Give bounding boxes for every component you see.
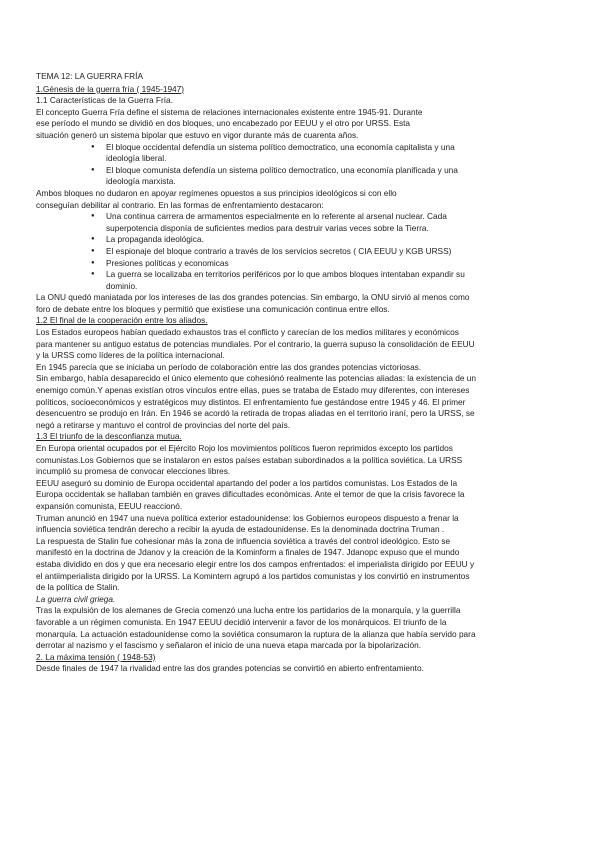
text-line: derrotar al nazismo y el fascismo y señalaron el inicio de una nueva etapa marcada por la bipolarización.: [36, 640, 422, 651]
list-item: [36, 142, 572, 165]
list-item-text: dominio.: [106, 280, 138, 291]
text-line: Los Estados europeos habían quedado exhaustos tras el conflicto y carecían de los medios militares y económicos: [36, 327, 459, 338]
list-item-text: ● Una continua carrera de armamentos especialmente en lo referente al arsenal nuclear. Cada: [106, 211, 447, 222]
text-line: conseguían debilitar al contrario. En las formas de enfrentamiento destacaron:: [36, 199, 324, 210]
text-line: foro de debate entre los bloques y permitió que existiese una comunicación continua entre ellos.: [36, 303, 390, 314]
text-line: incumplió su promesa de convocar elecciones libres.: [36, 466, 231, 477]
text-line: favorable a un régimen comunista. En 1947 EEUU decidió intervenir a favor de los monárquicos. El triunfo de la: [36, 616, 447, 627]
paragraph-1: [36, 107, 572, 142]
text-line: enemigo común.Y apenas existían otros vínculos entre ellas, pues se trataba de Estado muy diferentes, con intereses: [36, 385, 470, 396]
text-line: Tras la expulsión de los alemanes de Grecia comenzó una lucha entre los partidarios de la monarquía, y la guerrilla: [36, 605, 461, 616]
heading-1: 1.Génesis de la guerra fría ( 1945-1947): [36, 83, 185, 94]
text-line: para mantener su antiguo estatus de potencias mundiales. Por el contrario, la guerra supuso la consolidación de EEUU: [36, 338, 475, 349]
text-line: En 1945 parecía que se iniciaba un período de colaboración entre las dos grandes potencias victoriosas.: [36, 361, 422, 372]
list-item-text: ideología liberal.: [106, 153, 167, 164]
paragraph-2: [36, 188, 572, 211]
list-item-text: ● El bloque occidental defendía un sistema político democtratico, una economía capitalista y una: [106, 141, 455, 152]
paragraph-5: [36, 443, 572, 594]
paragraph-3: [36, 292, 572, 315]
text-line: manifestó en la doctrina de Jdanov y la creación de la Kominform a finales de 1947. Jdanopc expuso que el mundo: [36, 547, 460, 558]
text-line: La respuesta de Stalin fue cohesionar más la zona de influencia soviética a través del control ideológico. Esto se: [36, 535, 451, 546]
subheading-greek-civil-war: La guerra civil griega.: [36, 593, 116, 604]
text-line: Sin embargo, había desaparecido el único elemento que cohesiónó realmente las potencias aliadas: la existencia de un: [36, 373, 477, 384]
text-line: Europa occidentak se hallaban también en graves dificultades económicas. Ante el temor de que la crisis favorece la: [36, 489, 465, 500]
list-item: [36, 234, 572, 246]
text-line: estaba dividido en dos y que era necesario elegir entre los dos campos enfrentados: el imperialista dirigido por EEUU y: [36, 558, 475, 569]
heading-2: 2. La máxima tensión ( 1948-53): [36, 651, 156, 662]
text-line: políticos, socioeconómicos y estratégicos muy distintos. El enfrentamiento fue gestándose entre 1945 y 46. El primer: [36, 396, 466, 407]
list-item-text: ● El espionaje del bloque contrario a través de los servicios secretos ( CIA EEUU y KGB URSS): [106, 245, 452, 256]
list-item-text: ● Presiones políticas y economicas: [106, 257, 229, 268]
text-line: ese período el mundo se dividió en dos bloques, uno encabezado por EEUU y el otro por URSS. Esta: [36, 118, 411, 129]
list-item: [36, 165, 572, 188]
text-line: influencia soviética tendrán derecho a recibir la ayuda de estadounidense. Es la denominada doctrina Truman .: [36, 524, 445, 535]
paragraph-7: [36, 663, 572, 675]
list-item-text: superpotencia disponía de suficientes medios para destruir varias veces sobre la Tierra.: [106, 222, 429, 233]
bullet-list-blocs: [36, 142, 572, 188]
text-line: Desde finales de 1947 la rivalidad entre las dos grandes potencias se convirtió en abierto enfrentamiento.: [36, 663, 424, 674]
paragraph-4: [36, 327, 572, 431]
list-item-text: ● La propaganda ideológica.: [106, 234, 204, 245]
heading-1-3: 1.3 El triunfo de la desconfianza mutua.: [36, 431, 182, 442]
bullet-list-confrontation: [36, 211, 572, 292]
text-line: monarquía. La actuación estadounidense como la soviética consumaron la ruptura de la alianza que había servido para: [36, 628, 476, 639]
list-item: [36, 258, 572, 270]
document-page: [36, 71, 572, 675]
text-line: comunistas.Los Gobiernos que se instalaron en estos países estaban subordinados a la política soviética. La URSS: [36, 454, 463, 465]
list-item-text: ● La guerra se localizaba en territorios periféricos por lo que ambos bloques intentaban expandir su: [106, 269, 465, 280]
text-line: desencuentro se produjo en Irán. En 1946 se acordó la retirada de tropas aliadas en el territorio iraní, pero la URSS, se: [36, 408, 475, 419]
list-item: [36, 269, 572, 292]
text-line: expansión comunista, EEUU reaccionó.: [36, 500, 183, 511]
text-line: y la URSS como líderes de la política internacional.: [36, 350, 225, 361]
text-line: Ambos bloques no dudaron en apoyar regímenes opuestos a sus principios ideológicos si con ello: [36, 187, 397, 198]
list-item-text: ● El bloque comunista defendía un sistema político democtratico, una economía planificada y una: [106, 164, 458, 175]
text-line: EEUU aseguró su dominio de Europa occidental apartando del poder a los partidos comunistas. Los Estados de la: [36, 477, 458, 488]
text-line: de la política de Stalin.: [36, 582, 120, 593]
paragraph-6: [36, 605, 572, 651]
text-line: situación generó un sistema bipolar que estuvo en vigor durante más de cuarenta años.: [36, 129, 359, 140]
text-line: El concepto Guerra Fría define el sistema de relaciones internacionales existente entre 1945-91. Durante: [36, 106, 423, 117]
text-line: Truman anunció en 1947 una nueva política exterior estadounidense: los Gobiernos europeos dispuesto a frenar la: [36, 512, 459, 523]
list-item-text: ideología marxista.: [106, 176, 176, 187]
heading-1-2: 1.2 El final de la cooperación entre los aliados.: [36, 315, 208, 326]
list-item: [36, 211, 572, 234]
text-line: En Europa oriental ocupados por el Ejército Rojo los movimientos políticos fueron reprimidos excepto los partidos: [36, 443, 453, 453]
list-item: [36, 246, 572, 258]
heading-1-1: 1.1 Características de la Guerra Fría.: [36, 95, 173, 106]
text-line: el antiimperialista dirigido por la URSS. La Komintern agrupó a los partidos comunistas y los convirtió en instrumentos: [36, 570, 470, 581]
text-line: negó a retirarse y mantuvo el control de provincias del norte del país.: [36, 419, 291, 430]
text-line: La ONU quedó maniatada por los intereses de las dos grandes potencias. Sin embargo, la ONU sirvió al menos como: [36, 292, 470, 303]
document-title: TEMA 12: LA GUERRA FRÍA: [36, 71, 143, 81]
